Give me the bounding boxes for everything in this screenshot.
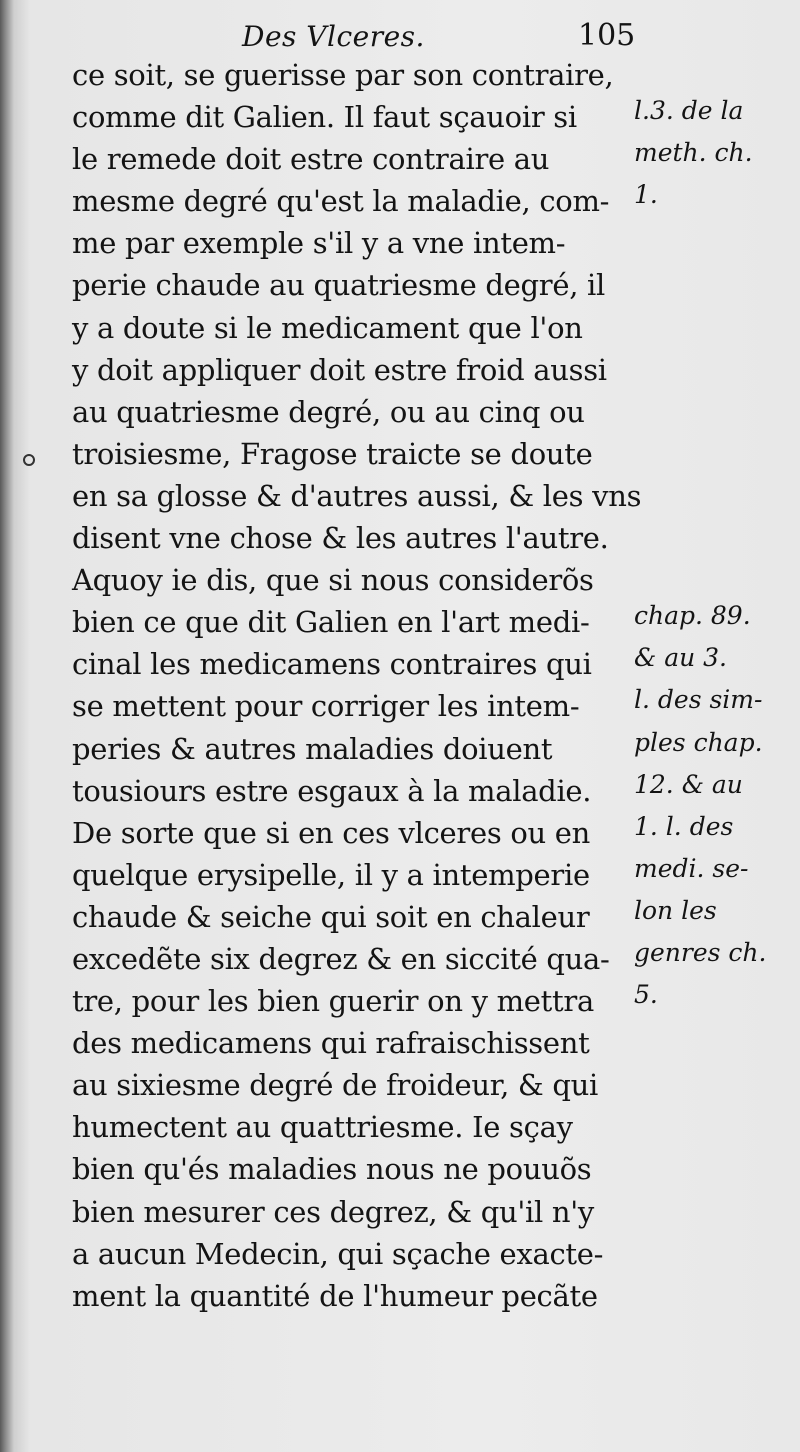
text-line: humectent au quattriesme. Ie sçay [72,1110,573,1145]
text-line: quelque erysipelle, il y a intemperie [72,857,590,892]
text-line: me par exemple s'il y a vne intem- [72,226,566,261]
text-line: bien ce que dit Galien en l'art medi- [72,605,590,640]
text-line: tousiours estre esgaux à la maladie. [72,773,592,808]
margin-note: chap. 89. [634,601,751,631]
margin-note: genres ch. [634,938,767,967]
margin-note: 1. l. des [634,811,734,841]
text-line: bien qu'és maladies nous ne pouuõs [72,1152,592,1187]
text-line: ce soit, se guerisse par son contraire, [72,58,614,92]
text-line: ment la quantité de l'humeur pecãte [72,1278,598,1313]
text-line: au quatriesme degré, ou au cinq ou [72,394,585,429]
text-line: a aucun Medecin, qui sçache exacte- [72,1236,604,1271]
text-line: se mettent pour corriger les intem- [72,689,580,724]
text-line: disent vne chose & les autres l'autre. [72,521,609,556]
margin-note: 1. [634,180,658,210]
text-line: cinal les medicamens contraires qui [72,647,592,682]
page-number: 105 [578,18,636,53]
text-line: en sa glosse & d'autres aussi, & les vns [72,478,642,513]
text-line: excedẽte six degrez & en siccité qua- [72,941,610,976]
margin-note: meth. ch. [634,138,753,168]
margin-note: 12. & au [634,769,743,799]
margin-note: ples chap. [634,727,763,757]
text-line: troisiesme, Fragose traicte se doute [72,436,593,471]
margin-note: lon les [634,895,717,925]
text-line: y doit appliquer doit estre froid aussi [72,352,607,387]
text-line: tre, pour les bien guerir on y mettra [72,984,594,1019]
text-line: au sixiesme degré de froideur, & qui [72,1068,598,1103]
text-line: mesme degré qu'est la maladie, com- [72,184,610,219]
text-line: perie chaude au quatriesme degré, il [72,268,606,303]
margin-note: l.3. de la [634,96,744,125]
text-line: comme dit Galien. Il faut sçauoir si [72,100,577,135]
text-line: des medicamens qui rafraischissent [72,1026,590,1061]
margin-dot-mark [23,454,35,466]
running-title: Des Vlceres. [242,20,425,53]
text-line: y a doute si le medicament que l'on [72,310,583,345]
text-line: peries & autres maladies doiuent [72,731,553,766]
text-line: chaude & seiche qui soit en chaleur [72,899,590,934]
margin-note: medi. se- [634,853,749,883]
text-line: De sorte que si en ces vlceres ou en [72,815,591,850]
text-line: le remede doit estre contraire au [72,142,550,177]
page-header [0,14,800,54]
main-text-column [72,54,642,1317]
text-line: bien mesurer ces degrez, & qu'il n'y [72,1194,595,1229]
margin-note: l. des sim- [634,685,763,715]
margin-note: 5. [634,980,658,1010]
margin-note: & au 3. [634,643,728,673]
text-line: Aquoy ie dis, que si nous considerõs [72,563,594,598]
